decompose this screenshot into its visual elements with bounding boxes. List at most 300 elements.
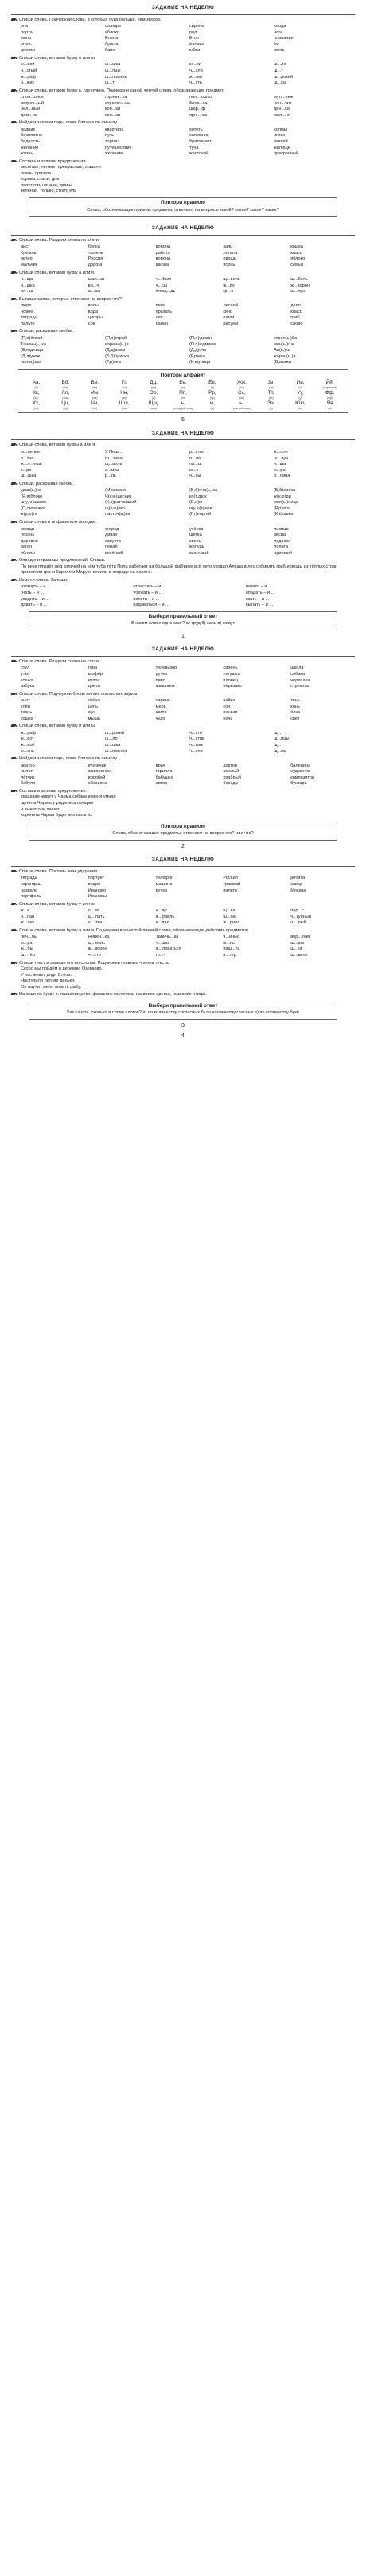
word-item: ж...знь xyxy=(21,748,34,754)
alphabet-letter xyxy=(169,401,198,410)
letter-name: (пэ) xyxy=(180,396,186,400)
word-item: ж...вот xyxy=(21,736,34,742)
exercise xyxy=(11,443,355,479)
word-item: ч...сть xyxy=(189,80,202,86)
exercise xyxy=(11,659,355,690)
word-grid xyxy=(21,244,355,268)
exercise xyxy=(11,88,355,119)
word-item: ж...вой xyxy=(21,743,35,748)
exercise xyxy=(11,928,355,959)
word-item: свет xyxy=(290,716,300,721)
word-item: ж...равль xyxy=(155,914,175,919)
word-grid xyxy=(21,876,355,900)
exercise-instruction-row xyxy=(11,961,355,967)
letter-glyph: Уу, xyxy=(297,390,304,396)
exercise-instruction: Спиши слова, вставив букву и или ы. xyxy=(19,55,96,60)
word-item: югода xyxy=(274,24,286,29)
word-item: лесной xyxy=(223,303,238,309)
word-item: яблоко xyxy=(21,550,36,556)
word-item: щ...вель xyxy=(105,462,123,467)
word-item: щ...бель xyxy=(290,277,308,283)
word-item: мель xyxy=(155,704,166,709)
word-item: варень(ь,)я xyxy=(105,342,129,347)
word-item: щ...т xyxy=(274,730,283,736)
letter-glyph: Лл, xyxy=(61,390,70,396)
word-item: сон xyxy=(223,704,231,709)
alphabet-letter xyxy=(51,401,80,410)
word-item: сок xyxy=(88,321,95,326)
word-grid xyxy=(21,488,355,518)
word-item: жестокий xyxy=(189,151,208,157)
exercise-instruction-row xyxy=(11,756,355,763)
word-item: пенал xyxy=(105,544,118,550)
word-item: ж...вет xyxy=(189,74,203,80)
word-item: мягкий xyxy=(274,139,288,145)
exercise-instruction: Напиши на букву в: название реки, фамилию мальчика, название цветка, название птицы. xyxy=(19,992,207,997)
exercise-instruction-row xyxy=(11,238,355,244)
word-item: жизнь xyxy=(21,151,33,157)
word-item: Елена xyxy=(105,36,119,41)
word-item: щ...т xyxy=(105,80,115,86)
letter-glyph: Тт, xyxy=(267,390,274,396)
final-page-number: 4 xyxy=(181,1033,185,1040)
word-item: назвало xyxy=(21,888,38,893)
word-item: карандаш xyxy=(21,881,41,887)
worksheet-section xyxy=(0,0,366,221)
pointing-hand-icon xyxy=(11,693,17,697)
word-item: ведро xyxy=(88,881,101,887)
word-item: желание xyxy=(105,151,123,157)
word-grid xyxy=(21,24,355,54)
alphabet-letter xyxy=(169,381,198,389)
letter-glyph: Мм, xyxy=(90,390,100,396)
exercise-line: осень, пришла xyxy=(21,170,52,176)
rule-box-text: Слова, обозначающие признак предмета, отвечают на вопросы какой? какая? какое? какие? xyxy=(87,207,279,213)
exercise-instruction-row xyxy=(11,928,355,935)
word-item: банан xyxy=(155,321,169,326)
word-item: слон...онок xyxy=(21,95,44,100)
word-item: шар...ф xyxy=(189,107,205,112)
word-item: ш...ги xyxy=(290,946,302,952)
word-item: бабушка xyxy=(155,775,173,780)
word-item: щ...ка xyxy=(223,908,236,914)
exercise-instruction: Найди и запиши пары слов, близких по смыслу. xyxy=(19,120,119,126)
word-item: ж...ра xyxy=(274,467,286,473)
word-item: стул xyxy=(21,665,30,671)
word-item: гора xyxy=(88,665,98,671)
exercise-line: У нас живет дядя Стёпа. xyxy=(21,972,72,978)
word-item: ёлочка xyxy=(189,41,204,47)
word-grid xyxy=(21,450,355,480)
letter-name: (зэ) xyxy=(268,385,274,389)
word-item: портрет xyxy=(88,876,105,881)
word-item: ж...ль xyxy=(223,940,235,946)
exercise-instruction: Выпиши слова, которые отвечают на вопрос что? xyxy=(19,296,122,302)
word-item: ж...лик xyxy=(21,920,35,926)
word-item: блес...ка xyxy=(189,100,208,106)
word-item: воробей xyxy=(88,775,106,780)
word-item: фонарь xyxy=(105,24,121,29)
word-item: Кремль xyxy=(21,250,37,256)
word-item: жилище xyxy=(274,145,290,150)
exercise-line: красивая живёт у Чарма собака и меня умная xyxy=(21,794,116,800)
word-item: конь xyxy=(290,704,300,709)
word-item: щ...вель xyxy=(223,277,240,283)
exercise xyxy=(11,692,355,723)
word-item: печ...ль xyxy=(21,935,37,940)
word-item: бриллиант xyxy=(189,139,212,145)
word-item: ш...рокий xyxy=(274,74,294,80)
word-item: пюре xyxy=(21,303,32,309)
page-number: 1 xyxy=(181,633,185,639)
word-item: ясень xyxy=(223,262,236,267)
exercise-line: По реке плывёт лёд кольчей на нём туба тёти Пола работает на большой фабрике всё лето уходил Алёша в лес собирать гриб и ягоды из тёплых стран прилетели грачи Кирилл и Маруся весили в огороде на поляне. xyxy=(21,564,338,576)
word-item: гриб xyxy=(290,315,300,321)
alphabet-letter xyxy=(80,401,110,410)
word-item: пилот xyxy=(21,769,33,775)
word-item: ребята xyxy=(290,876,306,881)
letter-name: (дэ) xyxy=(150,385,157,389)
letter-glyph: Фф, xyxy=(325,390,335,396)
word-item: лопата xyxy=(223,250,238,256)
word-item: ш...рокий xyxy=(105,730,125,736)
letter-name: (ша) xyxy=(121,406,127,410)
word-grid xyxy=(21,95,355,119)
word-item: ч...стый xyxy=(21,68,37,74)
word-item: щ(у,ю)рко xyxy=(105,505,126,511)
word-item: (Е,е)ж xyxy=(189,500,202,505)
word-item: бел...вый xyxy=(21,107,41,112)
exercise xyxy=(11,578,355,609)
word-item: ч...сло xyxy=(189,748,203,754)
letter-name: (ё) xyxy=(210,385,215,389)
word-item: гнать – и ... xyxy=(21,591,45,596)
word-item: м...ленье xyxy=(21,449,40,455)
letter-name: (че) xyxy=(92,406,98,410)
word-item: ряд xyxy=(189,29,197,35)
word-item: прыгать xyxy=(155,309,173,314)
letter-name: (и краткое) xyxy=(322,385,337,389)
word-item: парта xyxy=(21,29,33,35)
word-item: (Д,д)асим xyxy=(105,348,126,353)
exercise-instruction-row xyxy=(11,120,355,127)
word-item: плавание xyxy=(274,36,294,41)
alphabet-letter xyxy=(80,391,110,400)
word-item: ж...ру xyxy=(223,283,235,288)
word-item: румяный xyxy=(274,550,292,556)
word-item: Ивановы xyxy=(88,894,107,900)
pointing-hand-icon xyxy=(11,160,17,164)
word-item: ш...ло xyxy=(274,62,286,68)
word-item: холмы xyxy=(274,127,287,132)
exercise-line: хоронить Чарма будет молоком их xyxy=(21,813,92,818)
word-item: опадать – и ... xyxy=(245,591,275,596)
page-number: 5 xyxy=(181,417,185,423)
word-item: аист xyxy=(21,244,30,250)
word-item: вагон xyxy=(21,544,33,550)
pointing-hand-icon xyxy=(11,239,17,243)
exercise-instruction-row xyxy=(11,482,355,488)
word-item: автор xyxy=(155,781,168,786)
word-item: ручка xyxy=(155,888,168,893)
word-item: ж...ры xyxy=(88,289,101,295)
workbook-page xyxy=(0,0,366,1040)
pointing-hand-icon xyxy=(11,121,17,125)
letter-glyph: Зз, xyxy=(267,380,274,386)
word-item: убежать – и ... xyxy=(133,591,163,596)
letter-name: (е) xyxy=(181,385,185,389)
word-item: (П,п)етрой xyxy=(105,335,127,341)
pointing-hand-icon xyxy=(11,18,17,22)
word-item: мальчик xyxy=(21,262,38,267)
word-item: стрекоза xyxy=(290,684,310,689)
pointing-hand-icon xyxy=(11,330,17,334)
word-item: (П,п)ёлкой xyxy=(21,335,43,341)
word-item: (К,к)ошка xyxy=(274,512,294,517)
word-item: ж(у,ю)ри xyxy=(274,494,291,499)
alphabet-letter xyxy=(110,401,139,410)
letter-name: (я) xyxy=(328,406,332,410)
exercise-instruction: Спиши слова. Подчеркни слова, в которых букв больше, чем звуков. xyxy=(19,17,162,22)
exercise-instruction-row xyxy=(11,659,355,665)
word-item: ш...шка xyxy=(105,62,121,68)
word-item: июнь xyxy=(274,48,285,53)
word-item: ж...ли xyxy=(189,62,201,68)
word-item: ч...сло xyxy=(189,68,203,74)
word-item: щ...пцы xyxy=(274,736,290,742)
word-item: ж...сли xyxy=(274,449,288,455)
worksheet-section xyxy=(0,642,366,852)
word-item: ш(у,ю)шанок xyxy=(21,500,47,505)
pointing-hand-icon xyxy=(11,929,17,933)
word-item: встреч...ый xyxy=(21,100,45,106)
word-item: машина xyxy=(155,881,173,887)
word-item: кон...ки xyxy=(105,112,120,118)
alphabet-letter xyxy=(139,381,169,389)
alphabet-letter xyxy=(256,381,286,389)
word-item: Москва xyxy=(290,888,306,893)
exercise-line: полетели, начали, травы xyxy=(21,182,72,188)
letter-glyph: ъ, xyxy=(181,400,185,407)
rule-box-title: Повтори правило xyxy=(161,823,205,829)
word-item: лётчик xyxy=(21,775,35,780)
word-grid xyxy=(21,336,355,366)
alphabet-letter xyxy=(51,391,80,400)
alphabet-letter xyxy=(256,391,286,400)
word-item: квартира xyxy=(105,127,124,132)
letter-name: (о) xyxy=(151,396,156,400)
word-item: путь xyxy=(105,133,115,139)
exercise-line: весёлые, летние, прекрасные, пришли xyxy=(21,165,101,170)
word-item: ж...раф xyxy=(21,730,37,736)
word-item: пл...щ xyxy=(21,289,33,295)
letter-glyph: Шш, xyxy=(119,400,130,407)
word-item: класс xyxy=(290,250,302,256)
letter-glyph: Хх, xyxy=(32,400,41,407)
worksheet-section xyxy=(0,852,366,1031)
word-item: овощи xyxy=(223,256,237,262)
word-item: ч...сто xyxy=(88,952,101,958)
word-item: вадник xyxy=(21,127,35,132)
word-item: в...тер xyxy=(223,952,236,958)
letter-name: (эм) xyxy=(92,396,98,400)
word-item: чайка xyxy=(223,698,236,704)
word-item: ч...жик xyxy=(189,743,203,748)
alphabet-letter xyxy=(110,391,139,400)
word-item: путешествие xyxy=(105,145,132,150)
exercise-line: Он научит меня ловить рыбу. xyxy=(21,984,82,989)
word-item: стрелоч...ка xyxy=(105,100,130,106)
exercise-instruction: Спиши слова, вставив буквы а или я. xyxy=(19,443,96,448)
word-item: ж...л...ешь xyxy=(21,462,42,467)
word-item: весна xyxy=(274,533,286,538)
letter-name: (эр) xyxy=(209,396,216,400)
word-item: храбрый xyxy=(223,775,241,780)
letter-glyph: Нн, xyxy=(120,390,129,396)
rule-box-text: Слова, обозначающие предметы, отвечают на вопрос кто? или что? xyxy=(112,831,254,837)
word-item: (В,в)ажа xyxy=(274,360,291,365)
word-item: (К,к)ратчайший xyxy=(105,500,137,505)
letter-name: (ща) xyxy=(150,406,157,410)
word-item: ч...дак xyxy=(155,920,169,926)
pointing-hand-icon xyxy=(11,790,17,794)
exercise-instruction-row xyxy=(11,443,355,449)
exercise-instruction: Найди и запиши пары слов, близких по смыслу. xyxy=(19,756,119,762)
word-item: чудо xyxy=(155,716,165,721)
word-item: ко(т,д)ок xyxy=(189,494,207,499)
pointing-hand-icon xyxy=(11,559,17,563)
alphabet-letter xyxy=(139,401,169,410)
word-item: (Г,г)еоргий xyxy=(189,512,212,517)
word-item: мол...ня xyxy=(274,112,290,118)
word-item: телевизор xyxy=(155,665,177,671)
week-heading: ЗАДАНИЕ НА НЕДЕЛЮ xyxy=(11,224,355,236)
letter-name: (твёрдый знак) xyxy=(173,406,193,410)
rule-box-title: Выбери правильный ответ xyxy=(148,613,218,619)
pointing-hand-icon xyxy=(11,89,17,93)
word-grid xyxy=(21,62,355,86)
word-item: зверь xyxy=(189,538,201,544)
word-item: пл...ш xyxy=(189,462,202,467)
word-item: ёж xyxy=(274,41,279,47)
word-item: щ...т xyxy=(274,68,283,74)
letter-name: (у) xyxy=(298,396,302,400)
letter-glyph: Жж, xyxy=(236,380,247,386)
exercise xyxy=(11,520,355,556)
word-item: (Е,е)длица xyxy=(21,348,44,353)
exercise xyxy=(11,238,355,269)
word-item: Нинеч...ка xyxy=(88,935,110,940)
exercise-instruction-row xyxy=(11,520,355,526)
exercise-instruction-row xyxy=(11,869,355,876)
word-item: бедность xyxy=(21,139,40,145)
word-item: лазить – и ... xyxy=(245,584,272,590)
letter-glyph: Дд, xyxy=(150,380,158,386)
word-item: кошка xyxy=(290,244,303,250)
word-item: лисица xyxy=(274,526,289,532)
word-item: стрел(ь,)ба xyxy=(274,335,298,341)
word-item: пал(ь,)цы xyxy=(21,360,41,365)
worksheet-section xyxy=(0,221,366,426)
word-item: с...мец xyxy=(105,467,119,473)
word-item: яблоко xyxy=(105,29,120,35)
alphabet-letter xyxy=(21,391,51,400)
word-item: (П,п)ушкин xyxy=(189,335,212,341)
word-grid xyxy=(21,763,355,787)
word-item: (Д,д)очь xyxy=(189,348,207,353)
alphabet-letter xyxy=(315,401,345,410)
exercise xyxy=(11,18,355,54)
word-item: ш...тка xyxy=(88,920,103,926)
word-item: лопата xyxy=(274,544,289,550)
word-item: ель xyxy=(21,24,29,29)
alphabet-letter xyxy=(315,391,345,400)
word-item: герань xyxy=(21,533,35,538)
exercise xyxy=(11,482,355,518)
word-item: ласточ(ь,)ка xyxy=(105,512,130,517)
word-item: телефон xyxy=(155,876,174,881)
pointing-hand-icon xyxy=(11,962,17,966)
word-item: ж(у,ю)ть xyxy=(21,512,37,517)
pointing-hand-icon xyxy=(11,521,17,525)
word-item: сирень xyxy=(223,665,238,671)
word-item: жаворонок xyxy=(88,769,111,775)
exercise-instruction: Определи границы предложений. Спиши. xyxy=(19,558,106,564)
letter-glyph: ь, xyxy=(239,400,244,407)
word-item: цифры xyxy=(88,315,103,321)
exercise-instruction: Спиши слова. Раздели слова на слоги. xyxy=(19,658,100,664)
word-item: ночь xyxy=(223,716,233,721)
rule-box xyxy=(29,197,337,217)
letter-glyph: Йй, xyxy=(325,380,334,386)
word-item: прекрасный xyxy=(274,151,298,157)
exercise-instruction-row xyxy=(11,902,355,908)
letter-glyph: Ёё, xyxy=(208,380,216,386)
word-item: баня xyxy=(105,48,115,53)
alphabet-letter xyxy=(286,381,315,389)
word-item: ткань xyxy=(21,710,33,716)
word-item: пиво xyxy=(155,677,165,683)
word-item: ворона xyxy=(155,256,171,262)
word-item: отрастить – и ... xyxy=(133,584,166,590)
letter-name: (и) xyxy=(298,385,302,389)
alphabet-letter xyxy=(315,381,345,389)
letter-name: (ха) xyxy=(33,406,39,410)
exercise-instruction-row xyxy=(11,558,355,564)
word-item: Егор xyxy=(189,36,199,41)
word-item: горячн...ка xyxy=(105,95,127,100)
word-item: ж...ра xyxy=(21,940,33,946)
pointing-hand-icon xyxy=(11,993,17,997)
word-item: ж...вой xyxy=(21,62,35,68)
word-item: утёнок xyxy=(189,526,204,532)
word-item: тюлень xyxy=(88,250,103,256)
word-item: вр...ч xyxy=(88,283,99,288)
word-item: м...ч xyxy=(189,467,199,473)
word-item: з...ря xyxy=(21,467,32,473)
exercise-instruction: Составь и запиши предложения. xyxy=(19,788,88,794)
word-item: площ...дь xyxy=(155,289,176,295)
week-heading: ЗАДАНИЕ НА НЕДЕЛЮ xyxy=(11,855,355,867)
letter-name: (эн) xyxy=(122,396,127,400)
letter-glyph: ы, xyxy=(209,400,216,407)
alphabet-letter xyxy=(51,381,80,389)
word-item: гр...ч xyxy=(223,289,234,295)
exercise-instruction-row xyxy=(11,724,355,730)
letter-name: (ы) xyxy=(210,406,215,410)
word-item: ч...йник xyxy=(223,935,239,940)
alphabet-letter xyxy=(197,381,227,389)
